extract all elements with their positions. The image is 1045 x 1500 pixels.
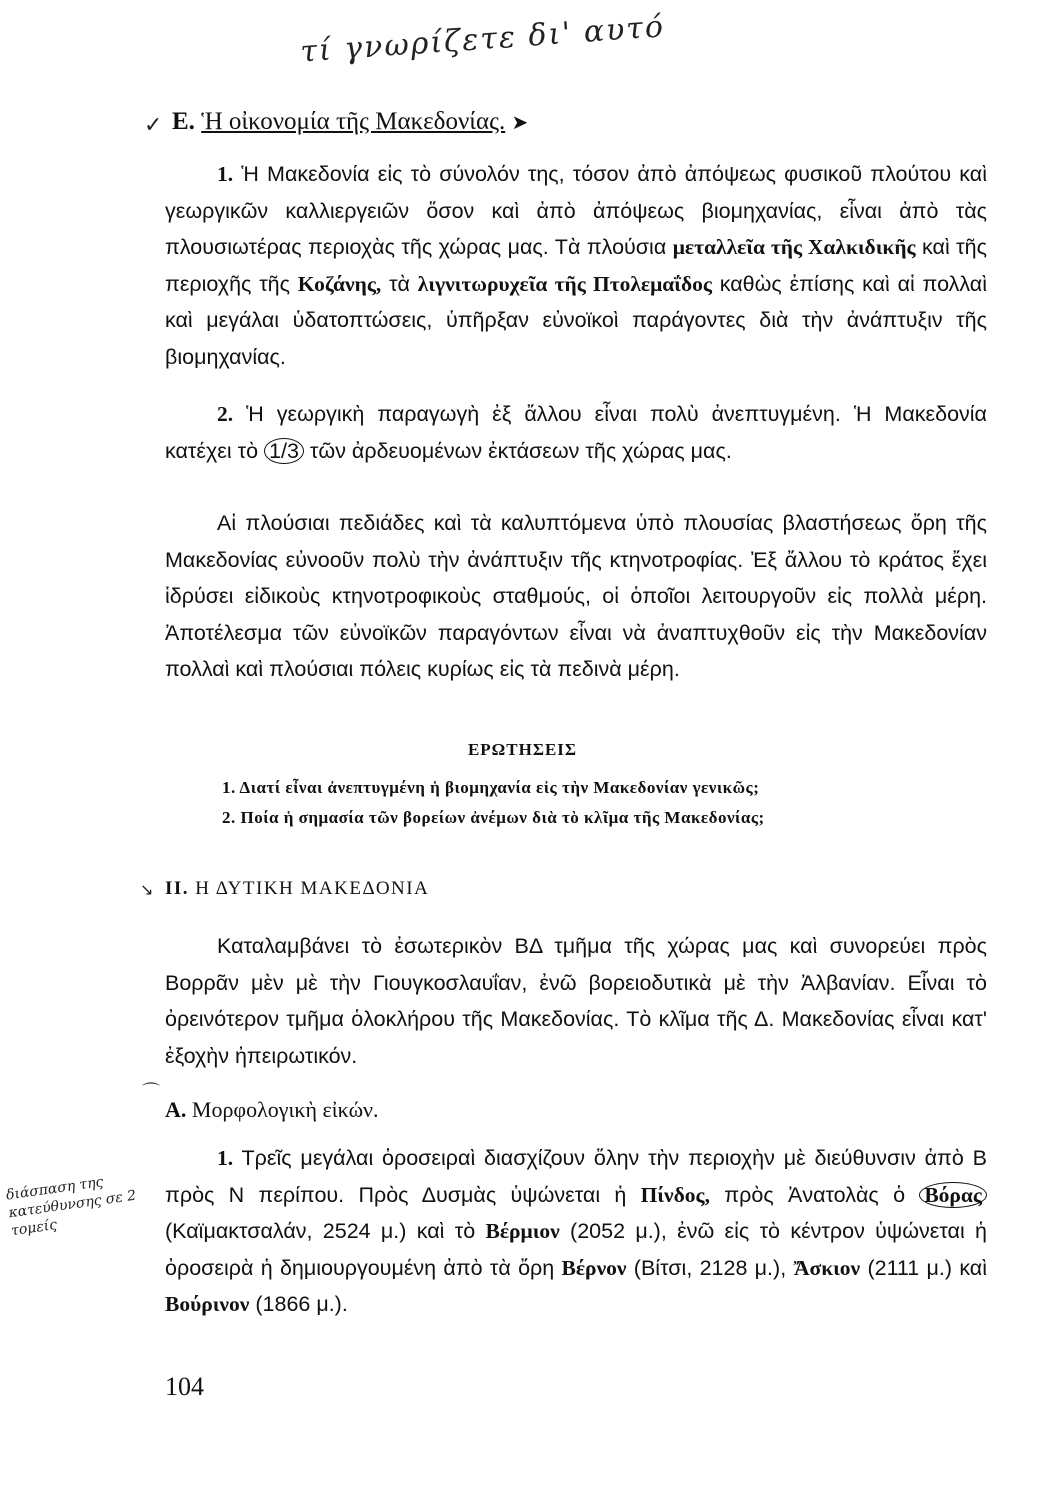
paragraph-2: 2. Ἡ γεωργικὴ παραγωγὴ ἐξ ἄλλου εἶναι πολὺ ἀνεπτυγμένη. Ἡ Μακεδονία κατέχει τὸ 1/3 τῶν ἀρδευομένων ἐκτάσεων τῆς χώρας μας. bbox=[165, 402, 987, 463]
question-1: 1. Διατί εἶναι ἀνεπτυγμένη ἡ βιομηχανία εἰς τὴν Μακεδονίαν γενικῶς; bbox=[222, 778, 760, 797]
paragraph-4: Καταλαμβάνει τὸ ἐσωτερικὸν ΒΔ τμῆμα τῆς χώρας μας καὶ συνορεύει πρὸς Βορρᾶν μὲν μὲ τὴν Γιουγκοσλαυΐαν, ἐνῶ βορειοδυτικὰ μὲ τὴν Ἀλβανίαν. Εἶναι τὸ ὀρεινότερον τμῆμα ὁλοκλήρου τῆς Μακεδονίας. Τὸ κλῖμα τῆς Δ. Μακεδονίας εἶναι κατ' ἐξοχὴν ἠπειρωτικόν. bbox=[165, 934, 987, 1068]
handwritten-margin-note: διάσπαση της κατεύθυνσης σε 2 τομείς bbox=[5, 1174, 138, 1240]
circled-fraction: 1/3 bbox=[264, 438, 304, 464]
section-e-label: Ε. bbox=[172, 108, 195, 135]
paragraph-5: 1. Τρεῖς μεγάλαι ὀροσειραὶ διασχίζουν ὅλην τὴν περιοχὴν μὲ διεύθυνσιν ἀπὸ Β πρὸς Ν περίπου. Πρὸς Δυσμὰς ὑψώνεται ἡ Πίνδος, πρὸς Ἀνατολὰς ὁ Βόρας (Καϊμακτσαλάν, 2524 μ.) καὶ τὸ Βέρμιον (2052 μ.), ἐνῶ εἰς τὸ κέντρον ὑψώνεται ἡ ὀροσειρὰ ἡ δημιουργουμένη ἀπὸ τὰ ὄρη Βέρνον (Βίτσι, 2128 μ.), Ἄσκιον (2111 μ.) καὶ Βούρινον (1866 μ.). bbox=[165, 1146, 988, 1316]
questions-heading: ΕΡΩΤΗΣΕΙΣ bbox=[467, 740, 578, 759]
margin-check-mark: ✓ bbox=[144, 112, 163, 137]
page-number: 104 bbox=[165, 1372, 204, 1401]
paragraph-3: Αἱ πλούσιαι πεδιάδες καὶ τὰ καλυπτόμενα ὑπὸ πλουσίας βλαστήσεως ὄρη τῆς Μακεδονίας εὐνοοῦν πολὺ τὴν ἀνάπτυξιν τῆς κτηνοτροφίας. Ἐξ ἄλλου τὸ κράτος ἔχει ἱδρύσει εἰδικοὺς κτηνοτροφικοὺς σταθμούς, οἱ ὁποῖοι λειτουργοῦν εἰς πολλὰ μέρη. Ἀποτέλεσμα τῶν εὐνοϊκῶν παραγόντων εἶναι νὰ ἀναπτυχθοῦν εἰς τὴν Μακεδονίαν πολλαὶ καὶ πλούσιαι πόλεις κυρίως εἰς τὰ πεδινὰ μέρη. bbox=[165, 511, 987, 681]
section-a-title: Μορφολογικὴ εἰκών. bbox=[191, 1097, 379, 1122]
arrow-mark-icon: ➤ bbox=[511, 112, 529, 134]
section-a-heading bbox=[165, 1097, 379, 1123]
section-a-label: Α. bbox=[165, 1097, 187, 1122]
paragraph-1: 1. Ἡ Μακεδονία εἰς τὸ σύνολόν της, τόσον ἀπὸ ἀπόψεως φυσικοῦ πλούτου καὶ γεωργικῶν καλλιεργειῶν ὅσον καὶ ἀπὸ ἀπόψεως βιομηχανίας, εἶναι ἀπὸ τὰς πλουσιωτέρας περιοχὰς τῆς χώρας μας. Τὰ πλούσια μεταλλεῖα τῆς Χαλκιδικῆς καὶ τῆς περιοχῆς τῆς Κοζάνης, τὰ λιγνιτωρυχεῖα τῆς Πτολεμαΐδος καθὼς ἐπίσης καὶ αἱ πολλαὶ καὶ μεγάλαι ὑδατοπτώσεις, ὑπῆρξαν εὐνοϊκοὶ παράγοντες διὰ τὴν ἀνάπτυξιν τῆς βιομηχανίας. bbox=[165, 162, 988, 369]
section-ii-label: II. bbox=[165, 878, 190, 899]
margin-curve-mark: ⌒ bbox=[142, 1082, 160, 1102]
section-e-title: Ἡ οἰκονομία τῆς Μακεδονίας. bbox=[201, 108, 506, 135]
question-2: 2. Ποία ἡ σημασία τῶν βορείων ἀνέμων διὰ τὸ κλῖμα τῆς Μακεδονίας; bbox=[222, 808, 765, 827]
margin-tick-mark: ↘ bbox=[140, 882, 154, 899]
section-ii-title: Η ΔΥΤΙΚΗ ΜΑΚΕΔΟΝΙΑ bbox=[195, 878, 430, 899]
section-ii-heading bbox=[165, 878, 429, 900]
handwritten-top-note: τί γνωρίζετε δι' αυτό bbox=[299, 9, 667, 70]
section-e-heading bbox=[172, 108, 528, 136]
